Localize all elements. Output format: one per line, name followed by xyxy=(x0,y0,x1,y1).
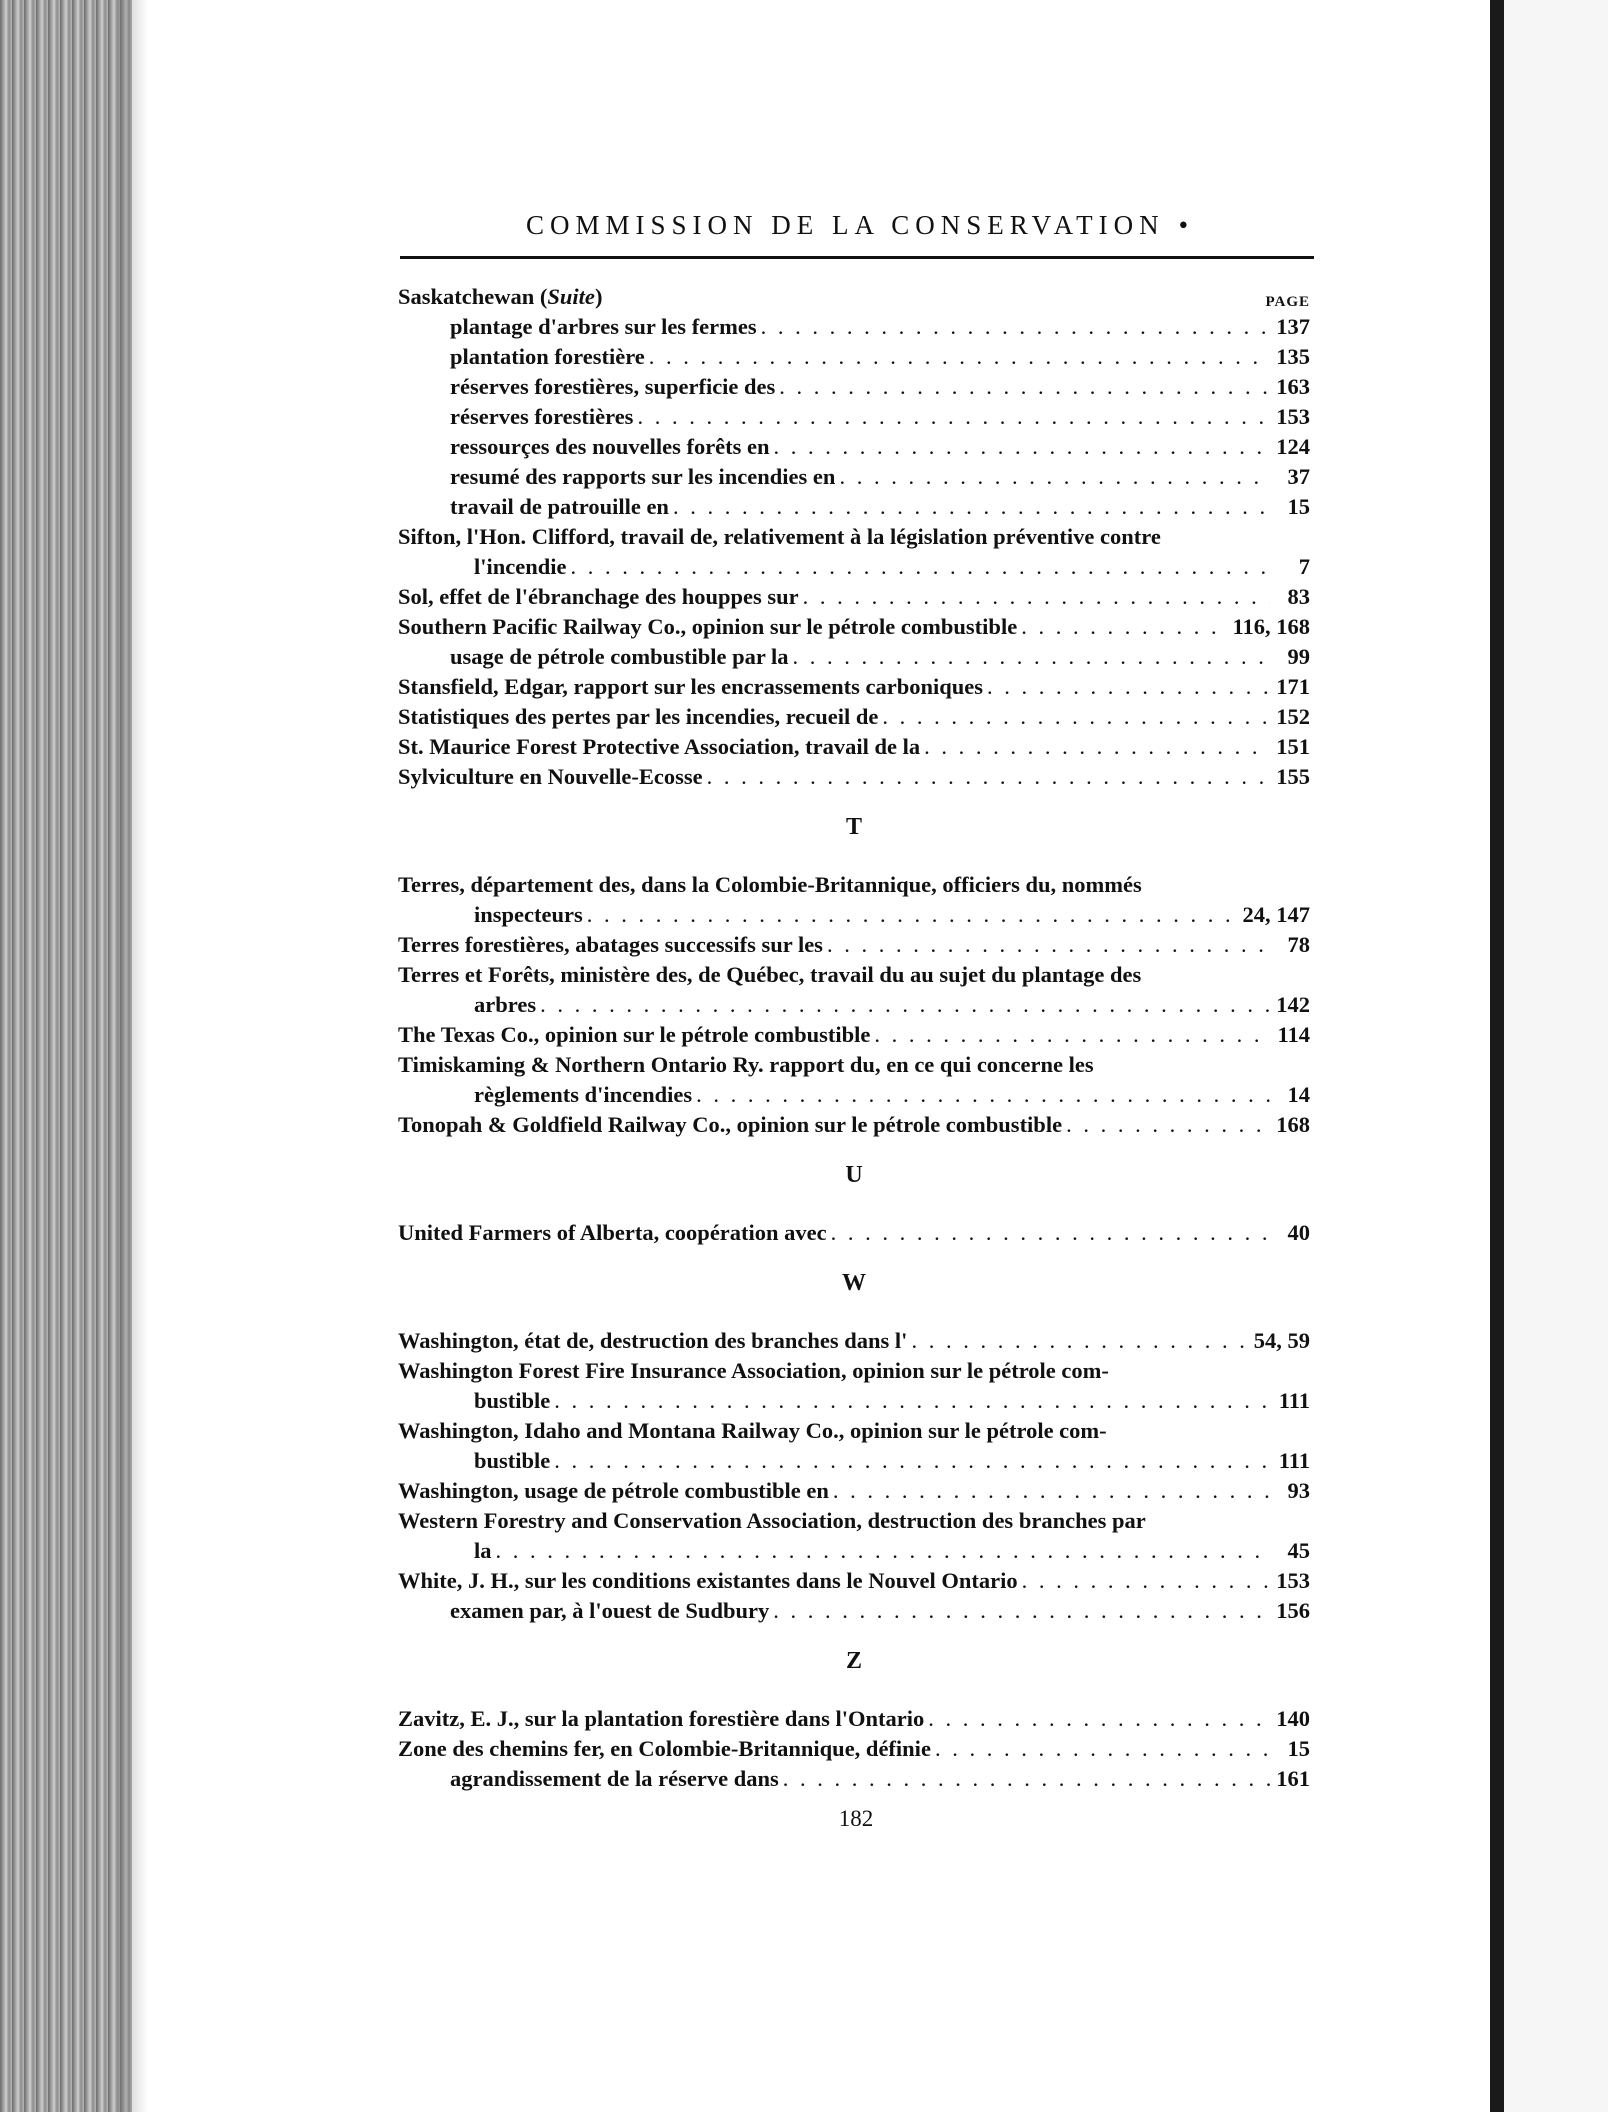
entry-text: Washington, usage de pétrole combustible en xyxy=(398,1478,829,1503)
dot-leader xyxy=(911,1326,1249,1356)
section-letter: W xyxy=(842,1270,866,1296)
section-letter: U xyxy=(845,1162,863,1188)
dot-leader xyxy=(774,432,1270,462)
index-entry xyxy=(398,372,1310,402)
dot-leader xyxy=(554,1446,1270,1476)
entry-line xyxy=(398,312,1310,342)
index-entry xyxy=(398,1356,1310,1416)
entry-line xyxy=(398,462,1310,492)
dot-leader xyxy=(773,1596,1270,1626)
entry-page-ref: 155 xyxy=(1276,764,1310,789)
entry-text: St. Maurice Forest Protective Association, travail de la xyxy=(398,734,921,759)
book-gutter xyxy=(1490,0,1504,2112)
page-edge-shadow xyxy=(118,0,148,2112)
index-entry xyxy=(398,960,1310,1020)
dot-leader xyxy=(928,1704,1270,1734)
facing-page-edge xyxy=(1504,0,1608,2112)
entry-line xyxy=(398,702,1310,732)
entry-text: plantation forestière xyxy=(450,344,645,369)
entry-line xyxy=(398,402,1310,432)
index-entry xyxy=(398,1764,1310,1794)
header-bullet: • xyxy=(1178,210,1195,240)
index-entry xyxy=(398,282,1310,312)
dot-leader xyxy=(1021,612,1228,642)
index-entry xyxy=(398,342,1310,372)
dot-leader xyxy=(707,762,1270,792)
entry-text: réserves forestières xyxy=(450,404,634,429)
index-entry xyxy=(398,312,1310,342)
index-entry xyxy=(398,432,1310,462)
entry-line xyxy=(398,732,1310,762)
entry-line xyxy=(398,372,1310,402)
running-header xyxy=(400,210,1320,241)
index-entry xyxy=(398,1416,1310,1476)
entry-text: The Texas Co., opinion sur le pétrole combustible xyxy=(398,1022,871,1047)
entry-line xyxy=(398,432,1310,462)
entry-heading-line: Sifton, l'Hon. Clifford, travail de, relativement à la législation préventive contre xyxy=(398,524,1161,549)
entry-heading-line: Terres, département des, dans la Colombie-Britannique, officiers du, nommés xyxy=(398,872,1142,897)
dot-leader xyxy=(696,1080,1270,1110)
dot-leader xyxy=(793,642,1270,672)
entry-text: Zavitz, E. J., sur la plantation forestière dans l'Ontario xyxy=(398,1706,925,1731)
entry-page-ref: 114 xyxy=(1277,1022,1310,1047)
entry-line xyxy=(398,990,1310,1020)
dot-leader xyxy=(987,672,1270,702)
index-entry xyxy=(398,1110,1310,1140)
index-body xyxy=(398,282,1310,1794)
index-entry xyxy=(398,930,1310,960)
dot-leader xyxy=(827,930,1270,960)
index-entry xyxy=(398,492,1310,522)
entry-text: Sylviculture en Nouvelle-Ecosse xyxy=(398,764,703,789)
entry-page-ref: 14 xyxy=(1287,1082,1310,1107)
entry-text: resumé des rapports sur les incendies en xyxy=(450,464,836,489)
index-entry xyxy=(398,732,1310,762)
dot-leader xyxy=(587,900,1239,930)
dot-leader xyxy=(540,990,1270,1020)
entry-text: Southern Pacific Railway Co., opinion sur le pétrole combustible xyxy=(398,614,1018,639)
entry-line xyxy=(398,582,1310,612)
entry-page-ref: 163 xyxy=(1276,374,1310,399)
section-letter: T xyxy=(845,814,862,840)
entry-text: Washington, état de, destruction des branches dans l' xyxy=(398,1328,908,1353)
entry-line xyxy=(398,1536,1310,1566)
entry-line xyxy=(398,1476,1310,1506)
entry-text: ressourçes des nouvelles forêts en xyxy=(450,434,770,459)
dot-leader xyxy=(833,1476,1270,1506)
entry-heading-line: Saskatchewan (Suite) xyxy=(398,284,603,309)
entry-text: White, J. H., sur les conditions existantes dans le Nouvel Ontario xyxy=(398,1568,1018,1593)
entry-heading-line: Timiskaming & Northern Ontario Ry. rapport du, en ce qui concerne les xyxy=(398,1052,1094,1077)
entry-text: l'incendie xyxy=(474,554,567,579)
entry-page-ref: 54, 59 xyxy=(1253,1328,1310,1353)
dot-leader xyxy=(803,582,1270,612)
dot-leader xyxy=(673,492,1270,522)
entry-page-ref: 171 xyxy=(1276,674,1310,699)
dot-leader xyxy=(571,552,1270,582)
entry-line xyxy=(398,930,1310,960)
index-entry xyxy=(398,1326,1310,1356)
entry-line xyxy=(398,612,1310,642)
entry-text: Stansfield, Edgar, rapport sur les encrassements carboniques xyxy=(398,674,984,699)
entry-line xyxy=(398,1596,1310,1626)
entry-text: travail de patrouille en xyxy=(450,494,669,519)
entry-line xyxy=(398,1020,1310,1050)
entry-text: Sol, effet de l'ébranchage des houppes sur xyxy=(398,584,799,609)
dot-leader xyxy=(783,1764,1270,1794)
dot-leader xyxy=(1066,1110,1270,1140)
entry-line xyxy=(398,552,1310,582)
index-entry xyxy=(398,702,1310,732)
entry-line xyxy=(398,342,1310,372)
entry-page-ref: 142 xyxy=(1276,992,1310,1017)
entry-page-ref: 111 xyxy=(1278,1448,1310,1473)
entry-page-ref: 15 xyxy=(1287,1736,1310,1761)
entry-text: arbres xyxy=(474,992,537,1017)
entry-line xyxy=(398,1326,1310,1356)
dot-leader xyxy=(935,1734,1270,1764)
entry-line xyxy=(398,1734,1310,1764)
page-column-label: PAGE xyxy=(1265,294,1310,310)
entry-page-ref: 78 xyxy=(1287,932,1310,957)
entry-heading-line: Washington, Idaho and Montana Railway Co., opinion sur le pétrole com- xyxy=(398,1418,1107,1443)
dot-leader xyxy=(831,1218,1270,1248)
entry-page-ref: 152 xyxy=(1276,704,1310,729)
entry-page-ref: 7 xyxy=(1298,554,1310,579)
dot-leader xyxy=(496,1536,1270,1566)
entry-page-ref: 99 xyxy=(1287,644,1310,669)
entry-line xyxy=(398,1218,1310,1248)
entry-page-ref: 15 xyxy=(1287,494,1310,519)
dot-leader xyxy=(554,1386,1270,1416)
entry-line xyxy=(398,1386,1310,1416)
index-entry xyxy=(398,522,1310,582)
entry-page-ref: 161 xyxy=(1276,1766,1310,1791)
book-page-edges xyxy=(0,0,132,2112)
header-title: COMMISSION DE LA CONSERVATION xyxy=(525,210,1165,240)
dot-leader xyxy=(761,312,1270,342)
entry-text: Statistiques des pertes par les incendies, recueil de xyxy=(398,704,879,729)
entry-line xyxy=(398,1080,1310,1110)
entry-text: inspecteurs xyxy=(474,902,583,927)
index-entry xyxy=(398,402,1310,432)
entry-line xyxy=(398,762,1310,792)
entry-page-ref: 45 xyxy=(1287,1538,1310,1563)
entry-line xyxy=(398,1110,1310,1140)
entry-line xyxy=(398,1704,1310,1734)
index-entry xyxy=(398,582,1310,612)
index-entry xyxy=(398,870,1310,930)
entry-text: la xyxy=(474,1538,492,1563)
entry-text: agrandissement de la réserve dans xyxy=(450,1766,779,1791)
index-entry xyxy=(398,672,1310,702)
index-entry xyxy=(398,1020,1310,1050)
index-entry xyxy=(398,762,1310,792)
index-entry xyxy=(398,1476,1310,1506)
entry-text: Terres forestières, abatages successifs sur les xyxy=(398,932,823,957)
entry-page-ref: 168 xyxy=(1276,1112,1310,1137)
entry-text: bustible xyxy=(474,1388,551,1413)
entry-page-ref: 24, 147 xyxy=(1242,902,1310,927)
entry-text: Zone des chemins fer, en Colombie-Britannique, définie xyxy=(398,1736,931,1761)
dot-leader xyxy=(637,402,1270,432)
entry-page-ref: 153 xyxy=(1276,1568,1310,1593)
entry-text: plantage d'arbres sur les fermes xyxy=(450,314,757,339)
entry-page-ref: 137 xyxy=(1276,314,1310,339)
entry-line xyxy=(398,672,1310,702)
dot-leader xyxy=(874,1020,1270,1050)
entry-page-ref: 124 xyxy=(1276,434,1310,459)
dot-leader xyxy=(882,702,1270,732)
entry-text: usage de pétrole combustible par la xyxy=(450,644,789,669)
entry-page-ref: 93 xyxy=(1287,1478,1310,1503)
entry-heading-line: Western Forestry and Conservation Association, destruction des branches par xyxy=(398,1508,1146,1533)
dot-leader xyxy=(924,732,1270,762)
header-rule xyxy=(400,256,1314,259)
entry-text: examen par, à l'ouest de Sudbury xyxy=(450,1598,770,1623)
entry-line xyxy=(398,900,1310,930)
entry-text: réserves forestières, superficie des xyxy=(450,374,776,399)
entry-text: bustible xyxy=(474,1448,551,1473)
entry-line xyxy=(398,1566,1310,1596)
index-entry xyxy=(398,1218,1310,1248)
index-entry xyxy=(398,1596,1310,1626)
entry-line xyxy=(398,642,1310,672)
index-entry xyxy=(398,1050,1310,1110)
entry-page-ref: 40 xyxy=(1287,1220,1310,1245)
entry-page-ref: 116, 168 xyxy=(1232,614,1310,639)
index-entry xyxy=(398,1566,1310,1596)
dot-leader xyxy=(839,462,1270,492)
entry-line xyxy=(398,1446,1310,1476)
entry-line xyxy=(398,1764,1310,1794)
entry-page-ref: 140 xyxy=(1276,1706,1310,1731)
entry-heading-line: Terres et Forêts, ministère des, de Québec, travail du au sujet du plantage des xyxy=(398,962,1142,987)
section-letter: Z xyxy=(845,1648,862,1674)
entry-page-ref: 37 xyxy=(1287,464,1310,489)
index-entry xyxy=(398,1734,1310,1764)
dot-leader xyxy=(1022,1566,1270,1596)
dot-leader xyxy=(649,342,1270,372)
entry-text: United Farmers of Alberta, coopération avec xyxy=(398,1220,827,1245)
index-entry xyxy=(398,1506,1310,1566)
entry-text: Tonopah & Goldfield Railway Co., opinion sur le pétrole combustible xyxy=(398,1112,1063,1137)
entry-heading-line: Washington Forest Fire Insurance Association, opinion sur le pétrole com- xyxy=(398,1358,1109,1383)
dot-leader xyxy=(779,372,1270,402)
entry-page-ref: 156 xyxy=(1276,1598,1310,1623)
index-entry xyxy=(398,1704,1310,1734)
entry-page-ref: 153 xyxy=(1276,404,1310,429)
index-entry xyxy=(398,642,1310,672)
entry-line xyxy=(398,492,1310,522)
entry-text: règlements d'incendies xyxy=(474,1082,693,1107)
entry-page-ref: 83 xyxy=(1287,584,1310,609)
entry-page-ref: 111 xyxy=(1278,1388,1310,1413)
entry-page-ref: 135 xyxy=(1276,344,1310,369)
page-number: 182 xyxy=(838,1806,874,1831)
entry-page-ref: 151 xyxy=(1276,734,1310,759)
index-entry xyxy=(398,612,1310,642)
index-entry xyxy=(398,462,1310,492)
